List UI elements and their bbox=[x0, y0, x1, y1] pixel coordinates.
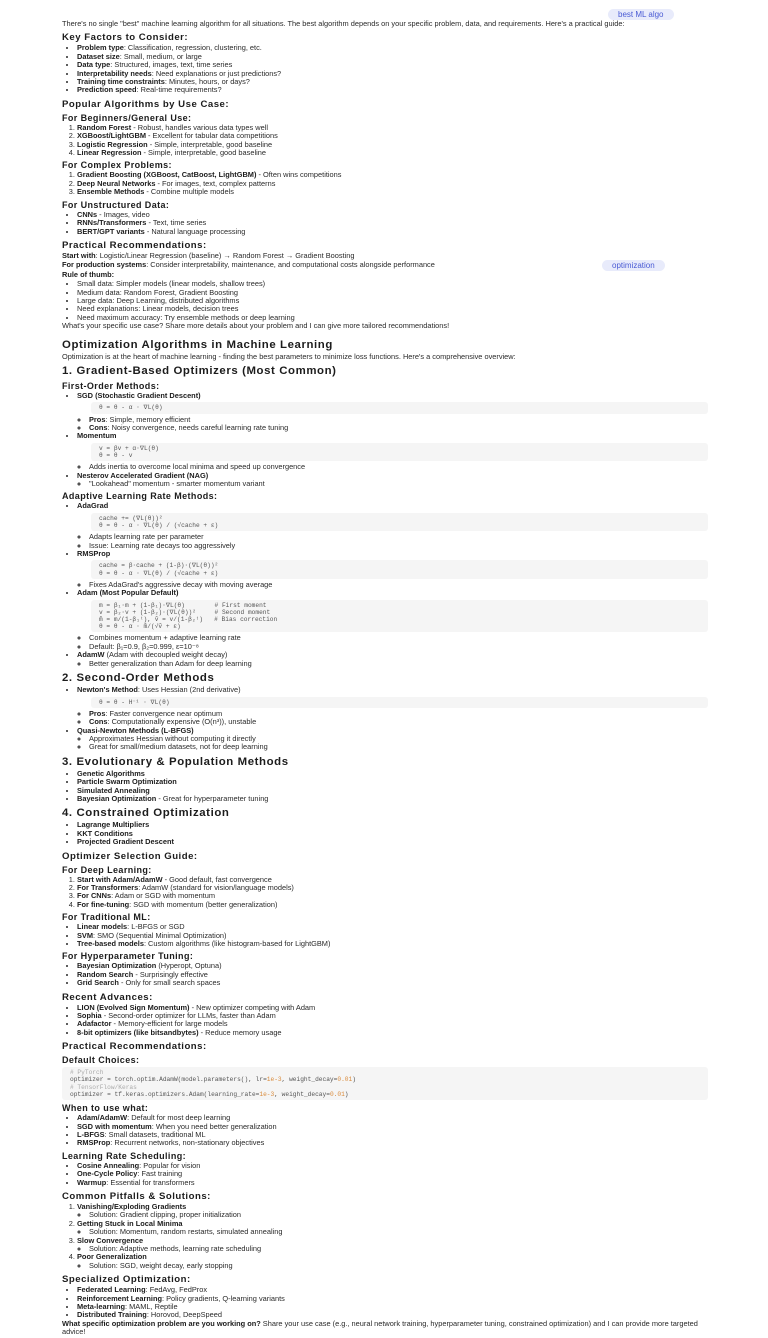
subsection-heading: When to use what: bbox=[62, 1103, 149, 1114]
list-item: • RMSProp: Recurrent networks, non-stationary objectives bbox=[77, 1139, 708, 1147]
deep-learning-list bbox=[62, 876, 708, 910]
list-item: ◦ Fixes AdaGrad's aggressive decay with moving average bbox=[89, 581, 708, 589]
subsection-heading: For Beginners/General Use: bbox=[62, 112, 192, 123]
section-heading: Practical Recommendations: bbox=[62, 239, 207, 251]
traditional-ml-list bbox=[62, 923, 708, 948]
list-item: ◦ "Lookahead" momentum - smarter momentum variant bbox=[89, 480, 708, 488]
list-item: • Prediction speed: Real-time requirements? bbox=[77, 86, 708, 94]
list-item: • Dataset size: Small, medium, or large bbox=[77, 53, 708, 61]
section-heading: Recent Advances: bbox=[62, 991, 153, 1003]
assistant-response bbox=[62, 20, 708, 331]
list-item: ◦ Adapts learning rate per parameter bbox=[89, 533, 708, 541]
list-item: • Adam (Most Popular Default) m = β₁·m + (1-β₁)·∇L(θ) # First moment v = β₂·v + (1-β₂)·(∇L(θ))² # Second moment m̂ = m/(1-β₁ᵗ), v̂ = v/(1-β₂ᵗ) # Bias correction θ = θ - α · m̂/(√v̂ + ε) ◦ Combines momentum + adaptive learning rate ◦ Default: β₁=0.9, β₂=0.999, ε=10⁻⁸ bbox=[77, 589, 708, 651]
list-item: • Large data: Deep Learning, distributed algorithms bbox=[77, 297, 708, 305]
schedule-list bbox=[62, 1162, 708, 1187]
second-order-list bbox=[62, 686, 708, 752]
list-item: 1. Start with Adam/AdamW - Good default, fast convergence bbox=[77, 876, 708, 884]
list-item: • Nesterov Accelerated Gradient (NAG) ◦ "Lookahead" momentum - smarter momentum variant bbox=[77, 472, 708, 489]
list-item: ◦ Solution: SGD, weight decay, early stopping bbox=[89, 1262, 708, 1270]
list-item: • SGD with momentum: When you need better generalization bbox=[77, 1123, 708, 1131]
pitfalls-list bbox=[62, 1203, 708, 1270]
key-factors-list bbox=[62, 44, 708, 94]
subsection-heading: For Hyperparameter Tuning: bbox=[62, 951, 194, 962]
complex-list bbox=[62, 171, 708, 196]
list-item: 3. Slow Convergence ◦ Solution: Adaptive methods, learning rate scheduling bbox=[77, 1237, 708, 1254]
list-item: ◦ Cons: Computationally expensive (O(n³)), unstable bbox=[89, 718, 708, 726]
intro-paragraph: There's no single "best" machine learning algorithm for all situations. The best algorithm depends on your specific problem, data, and requirements. Here's a practical guide: bbox=[62, 19, 625, 28]
code-block: cache = β·cache + (1-β)·(∇L(θ))² θ = θ - α · ∇L(θ) / (√cache + ε) bbox=[91, 560, 708, 578]
list-item: • Projected Gradient Descent bbox=[77, 838, 708, 846]
section-heading: 3. Evolutionary & Population Methods bbox=[62, 755, 289, 768]
list-item: 4. Linear Regression - Simple, interpretable, good baseline bbox=[77, 149, 708, 157]
section-heading: Key Factors to Consider: bbox=[62, 32, 189, 44]
list-item: 3. For CNNs: Adam or SGD with momentum bbox=[77, 892, 708, 900]
section-heading: Specialized Optimization: bbox=[62, 1274, 191, 1286]
list-item: • KKT Conditions bbox=[77, 830, 708, 838]
code-block: m = β₁·m + (1-β₁)·∇L(θ) # First moment v = β₂·v + (1-β₂)·(∇L(θ))² # Second moment m̂ = m/(1-β₁ᵗ), v̂ = v/(1-β₂ᵗ) # Bias correction θ = θ - α · m̂/(√v̂ + ε) bbox=[91, 600, 708, 633]
list-item: 2. For Transformers: AdamW (standard for vision/language models) bbox=[77, 884, 708, 892]
list-item: ◦ Adds inertia to overcome local minima and speed up convergence bbox=[89, 463, 708, 471]
subsection-heading: Adaptive Learning Rate Methods: bbox=[62, 491, 218, 502]
evolutionary-list bbox=[62, 770, 708, 804]
chat-transcript bbox=[62, 10, 708, 1338]
list-item: • Meta-learning: MAML, Reptile bbox=[77, 1303, 708, 1311]
code-block: # PyTorch optimizer = torch.optim.AdamW(model.parameters(), lr=1e-3, weight_decay=0.01) # TensorFlow/Keras optimizer = tf.keras.optimizers.Adam(learning_rate=1e-3, weight_decay=0.01) bbox=[62, 1067, 708, 1100]
list-item: • Distributed Training: Horovod, DeepSpeed bbox=[77, 1311, 708, 1319]
list-item: ◦ Issue: Learning rate decays too aggressively bbox=[89, 542, 708, 550]
list-item: • Random Search - Surprisingly effective bbox=[77, 971, 708, 979]
hyperparameter-list bbox=[62, 962, 708, 987]
code-block: cache += (∇L(θ))² θ = θ - α · ∇L(θ) / (√cache + ε) bbox=[91, 513, 708, 531]
response-title: Optimization Algorithms in Machine Learning bbox=[62, 338, 333, 351]
user-query-bubble: best ML algo bbox=[608, 9, 674, 20]
constrained-list bbox=[62, 821, 708, 846]
list-item: • RMSProp cache = β·cache + (1-β)·(∇L(θ))² θ = θ - α · ∇L(θ) / (√cache + ε) ◦ Fixes AdaGrad's aggressive decay with moving average bbox=[77, 550, 708, 589]
list-item: • Momentum v = βv + α·∇L(θ) θ = θ - v ◦ Adds inertia to overcome local minima and speed up convergence bbox=[77, 432, 708, 471]
list-item: 2. XGBoost/LightGBM - Excellent for tabular data competitions bbox=[77, 132, 708, 140]
list-item: • Warmup: Essential for transformers bbox=[77, 1179, 708, 1187]
subsection-heading: First-Order Methods: bbox=[62, 380, 160, 391]
list-item: • Bayesian Optimization - Great for hyperparameter tuning bbox=[77, 795, 708, 803]
list-item: • AdamW (Adam with decoupled weight decay) ◦ Better generalization than Adam for deep learning bbox=[77, 651, 708, 668]
code-block: θ = θ - α · ∇L(θ) bbox=[91, 402, 708, 413]
list-item: • SVM: SMO (Sequential Minimal Optimization) bbox=[77, 932, 708, 940]
list-item: 1. Gradient Boosting (XGBoost, CatBoost, LightGBM) - Often wins competitions bbox=[77, 171, 708, 179]
list-item: • AdaGrad cache += (∇L(θ))² θ = θ - α · ∇L(θ) / (√cache + ε) ◦ Adapts learning rate per parameter ◦ Issue: Learning rate decays too aggressively bbox=[77, 502, 708, 550]
list-item: • Medium data: Random Forest, Gradient Boosting bbox=[77, 289, 708, 297]
section-heading: Practical Recommendations: bbox=[62, 1041, 207, 1053]
subsection-heading: For Traditional ML: bbox=[62, 912, 151, 923]
subsection-heading: Default Choices: bbox=[62, 1055, 140, 1066]
list-item: • L-BFGS: Small datasets, traditional ML bbox=[77, 1131, 708, 1139]
list-item: 1. Random Forest - Robust, handles various data types well bbox=[77, 124, 708, 132]
list-item: • Adafactor - Memory-efficient for large models bbox=[77, 1020, 708, 1028]
list-item: • Tree-based models: Custom algorithms (like histogram-based for LightGBM) bbox=[77, 940, 708, 948]
section-heading: 2. Second-Order Methods bbox=[62, 672, 215, 685]
list-item: • LION (Evolved Sign Momentum) - New optimizer competing with Adam bbox=[77, 1004, 708, 1012]
list-item: • One-Cycle Policy: Fast training bbox=[77, 1170, 708, 1178]
list-item: • CNNs - Images, video bbox=[77, 211, 708, 219]
list-item: • Interpretability needs: Need explanations or just predictions? bbox=[77, 70, 708, 78]
list-item: 3. Ensemble Methods - Combine multiple models bbox=[77, 188, 708, 196]
assistant-response bbox=[62, 339, 708, 1337]
list-item: 4. For fine-tuning: SGD with momentum (better generalization) bbox=[77, 901, 708, 909]
rules-list bbox=[62, 280, 708, 322]
list-item: • 8-bit optimizers (like bitsandbytes) - Reduce memory usage bbox=[77, 1029, 708, 1037]
list-item: • Particle Swarm Optimization bbox=[77, 778, 708, 786]
list-item: ◦ Better generalization than Adam for deep learning bbox=[89, 660, 708, 668]
code-block: v = βv + α·∇L(θ) θ = θ - v bbox=[91, 443, 708, 461]
list-item: 1. Vanishing/Exploding Gradients ◦ Solution: Gradient clipping, proper initialization bbox=[77, 1203, 708, 1220]
unstructured-list bbox=[62, 211, 708, 236]
section-heading: Common Pitfalls & Solutions: bbox=[62, 1190, 211, 1202]
list-item: • Reinforcement Learning: Policy gradients, Q-learning variants bbox=[77, 1295, 708, 1303]
list-item: • Genetic Algorithms bbox=[77, 770, 708, 778]
list-item: • Federated Learning: FedAvg, FedProx bbox=[77, 1286, 708, 1294]
adaptive-list bbox=[62, 502, 708, 668]
list-item: ◦ Great for small/medium datasets, not for deep learning bbox=[89, 743, 708, 751]
user-query-bubble: optimization bbox=[602, 260, 665, 271]
list-item: • RNNs/Transformers - Text, time series bbox=[77, 219, 708, 227]
list-item: ◦ Solution: Gradient clipping, proper initialization bbox=[89, 1211, 708, 1219]
list-item: ◦ Solution: Adaptive methods, learning rate scheduling bbox=[89, 1245, 708, 1253]
production-paragraph: For production systems: Consider interpretability, maintenance, and computational costs alongside performance bbox=[62, 260, 435, 270]
list-item: ◦ Pros: Faster convergence near optimum bbox=[89, 710, 708, 718]
subsection-heading: For Deep Learning: bbox=[62, 864, 152, 875]
list-item: • Linear models: L-BFGS or SGD bbox=[77, 923, 708, 931]
list-item: • Sophia - Second-order optimizer for LLMs, faster than Adam bbox=[77, 1012, 708, 1020]
list-item: • Quasi-Newton Methods (L-BFGS) ◦ Approximates Hessian without computing it directly ◦ Great for small/medium datasets, not for deep learning bbox=[77, 727, 708, 752]
closing-paragraph: What specific optimization problem are you working on? Share your use case (e.g., neural network training, hyperparameter tuning, constrained optimization) and I can provide more targeted advice! bbox=[62, 1318, 698, 1337]
section-heading: 4. Constrained Optimization bbox=[62, 807, 230, 820]
subsection-heading: Learning Rate Scheduling: bbox=[62, 1150, 187, 1161]
list-item: • Bayesian Optimization (Hyperopt, Optuna) bbox=[77, 962, 708, 970]
list-item: • SGD (Stochastic Gradient Descent) θ = θ - α · ∇L(θ) ◦ Pros: Simple, memory efficient ◦ Cons: Noisy convergence, needs careful learning rate tuning bbox=[77, 392, 708, 432]
first-order-list bbox=[62, 392, 708, 488]
list-item: • Problem type: Classification, regression, clustering, etc. bbox=[77, 44, 708, 52]
start-paragraph: Start with: Logistic/Linear Regression (baseline) → Random Forest → Gradient Boosting bbox=[62, 250, 355, 260]
list-item: 2. Deep Neural Networks - For images, text, complex patterns bbox=[77, 180, 708, 188]
list-item: • Need maximum accuracy: Try ensemble methods or deep learning bbox=[77, 314, 708, 322]
list-item: ◦ Cons: Noisy convergence, needs careful learning rate tuning bbox=[89, 424, 708, 432]
closing-paragraph: What's your specific use case? Share more details about your problem and I can give more tailored recommendations! bbox=[62, 321, 450, 331]
list-item: ◦ Combines momentum + adaptive learning rate bbox=[89, 634, 708, 642]
list-item: • Training time constraints: Minutes, hours, or days? bbox=[77, 78, 708, 86]
specialized-list bbox=[62, 1286, 708, 1320]
list-item: 4. Poor Generalization ◦ Solution: SGD, weight decay, early stopping bbox=[77, 1253, 708, 1270]
section-heading: Optimizer Selection Guide: bbox=[62, 850, 198, 862]
list-item: • Simulated Annealing bbox=[77, 787, 708, 795]
rule-label: Rule of thumb: bbox=[62, 269, 115, 279]
list-item: • Need explanations: Linear models, decision trees bbox=[77, 305, 708, 313]
list-item: ◦ Approximates Hessian without computing it directly bbox=[89, 735, 708, 743]
list-item: • Newton's Method: Uses Hessian (2nd derivative) θ = θ - H⁻¹ · ∇L(θ) ◦ Pros: Faster convergence near optimum ◦ Cons: Computationally expensive (O(n³)), unstable bbox=[77, 686, 708, 726]
section-heading: 1. Gradient-Based Optimizers (Most Common) bbox=[62, 364, 337, 377]
list-item: ◦ Pros: Simple, memory efficient bbox=[89, 416, 708, 424]
list-item: ◦ Default: β₁=0.9, β₂=0.999, ε=10⁻⁸ bbox=[89, 643, 708, 651]
recent-advances-list bbox=[62, 1004, 708, 1038]
list-item: 2. Getting Stuck in Local Minima ◦ Solution: Momentum, random restarts, simulated annealing bbox=[77, 1220, 708, 1237]
list-item: • Lagrange Multipliers bbox=[77, 821, 708, 829]
section-heading: Popular Algorithms by Use Case: bbox=[62, 98, 230, 110]
list-item: • Grid Search - Only for small search spaces bbox=[77, 979, 708, 987]
list-item: ◦ Solution: Momentum, random restarts, simulated annealing bbox=[89, 1228, 708, 1236]
intro-paragraph: Optimization is at the heart of machine learning - finding the best parameters to minimize loss functions. Here's a comprehensive overview: bbox=[62, 351, 516, 361]
code-block: θ = θ - H⁻¹ · ∇L(θ) bbox=[91, 697, 708, 708]
list-item: • BERT/GPT variants - Natural language processing bbox=[77, 228, 708, 236]
list-item: • Data type: Structured, images, text, time series bbox=[77, 61, 708, 69]
list-item: • Cosine Annealing: Popular for vision bbox=[77, 1162, 708, 1170]
when-list bbox=[62, 1114, 708, 1148]
subsection-heading: For Unstructured Data: bbox=[62, 199, 170, 210]
list-item: • Adam/AdamW: Default for most deep learning bbox=[77, 1114, 708, 1122]
beginners-list bbox=[62, 124, 708, 158]
list-item: 3. Logistic Regression - Simple, interpretable, good baseline bbox=[77, 141, 708, 149]
list-item: • Small data: Simpler models (linear models, shallow trees) bbox=[77, 280, 708, 288]
subsection-heading: For Complex Problems: bbox=[62, 160, 172, 171]
